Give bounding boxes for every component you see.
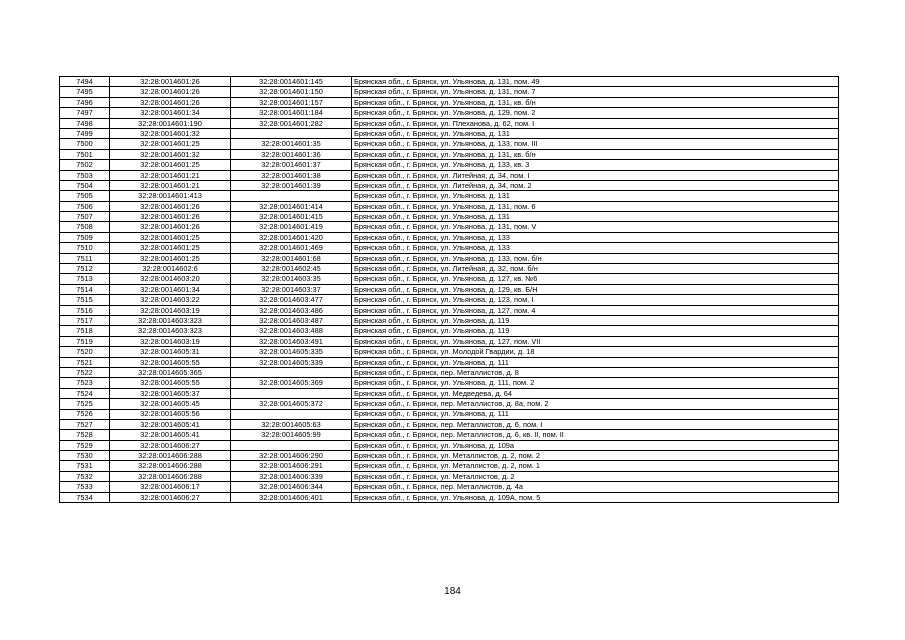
row-number-cell: 7534	[60, 492, 110, 502]
object-cadastral-cell	[231, 440, 352, 450]
address-cell: Брянская обл., г. Брянск, ул. Молодой Гвардии, д. 18	[352, 347, 839, 357]
address-cell: Брянская обл., г. Брянск, ул. Медведева, д. 64	[352, 388, 839, 398]
row-number-cell: 7514	[60, 284, 110, 294]
row-number-cell: 7528	[60, 430, 110, 440]
row-number-cell: 7515	[60, 295, 110, 305]
row-number-cell: 7527	[60, 419, 110, 429]
row-number-cell: 7531	[60, 461, 110, 471]
row-number-cell: 7513	[60, 274, 110, 284]
parcel-cadastral-cell: 32:28:0014601:32	[110, 149, 231, 159]
object-cadastral-cell: 32:28:0014601:36	[231, 149, 352, 159]
row-number-cell: 7530	[60, 451, 110, 461]
address-cell: Брянская обл., г. Брянск, ул. Металлистов, д. 2, пом. 1	[352, 461, 839, 471]
table-row	[60, 97, 839, 107]
object-cadastral-cell: 32:28:0014603:35	[231, 274, 352, 284]
parcel-cadastral-cell: 32:28:0014605:31	[110, 347, 231, 357]
object-cadastral-cell: 32:28:0014601:157	[231, 97, 352, 107]
table-row	[60, 347, 839, 357]
object-cadastral-cell: 32:28:0014606:344	[231, 482, 352, 492]
address-cell: Брянская обл., г. Брянск, ул. Литейная, д. 32, пом. б/н	[352, 264, 839, 274]
parcel-cadastral-cell: 32:28:0014603:323	[110, 326, 231, 336]
address-cell: Брянская обл., г. Брянск, ул. Ульянова, д. 127, пом. 4	[352, 305, 839, 315]
row-number-cell: 7518	[60, 326, 110, 336]
object-cadastral-cell: 32:28:0014603:491	[231, 336, 352, 346]
row-number-cell: 7532	[60, 471, 110, 481]
table-row	[60, 357, 839, 367]
table-row	[60, 212, 839, 222]
address-cell: Брянская обл., г. Брянск, ул. Ульянова, д. 111	[352, 357, 839, 367]
row-number-cell: 7511	[60, 253, 110, 263]
address-cell: Брянская обл., г. Брянск, ул. Ульянова, д. 109А, пом. 5	[352, 492, 839, 502]
row-number-cell: 7505	[60, 191, 110, 201]
object-cadastral-cell: 32:28:0014601:38	[231, 170, 352, 180]
address-cell: Брянская обл., г. Брянск, ул. Ульянова, д. 133, пом. III	[352, 139, 839, 149]
address-cell: Брянская обл., г. Брянск, ул. Ульянова, д. 131, пом. V	[352, 222, 839, 232]
object-cadastral-cell	[231, 128, 352, 138]
row-number-cell: 7509	[60, 232, 110, 242]
parcel-cadastral-cell: 32:28:0014601:413	[110, 191, 231, 201]
parcel-cadastral-cell: 32:28:0014605:37	[110, 388, 231, 398]
table-row	[60, 232, 839, 242]
row-number-cell: 7496	[60, 97, 110, 107]
parcel-cadastral-cell: 32:28:0014605:365	[110, 367, 231, 377]
table-row	[60, 128, 839, 138]
table-row	[60, 419, 839, 429]
parcel-cadastral-cell: 32:28:0014601:34	[110, 284, 231, 294]
object-cadastral-cell: 32:28:0014606:291	[231, 461, 352, 471]
row-number-cell: 7507	[60, 212, 110, 222]
table-row	[60, 367, 839, 377]
row-number-cell: 7529	[60, 440, 110, 450]
table-row	[60, 243, 839, 253]
object-cadastral-cell: 32:28:0014603:487	[231, 315, 352, 325]
row-number-cell: 7498	[60, 118, 110, 128]
parcel-cadastral-cell: 32:28:0014601:26	[110, 77, 231, 87]
address-cell: Брянская обл., г. Брянск, ул. Ульянова, д. 131, кв. б/н	[352, 97, 839, 107]
table-row	[60, 118, 839, 128]
object-cadastral-cell: 32:28:0014603:477	[231, 295, 352, 305]
object-cadastral-cell: 32:28:0014601:145	[231, 77, 352, 87]
address-cell: Брянская обл., г. Брянск, ул. Ульянова, д. 119	[352, 326, 839, 336]
table-row	[60, 305, 839, 315]
object-cadastral-cell	[231, 191, 352, 201]
object-cadastral-cell: 32:28:0014601:68	[231, 253, 352, 263]
address-cell: Брянская обл., г. Брянск, ул. Ульянова, д. 123, пом. I	[352, 295, 839, 305]
parcel-cadastral-cell: 32:28:0014605:55	[110, 357, 231, 367]
table-row	[60, 388, 839, 398]
row-number-cell: 7525	[60, 399, 110, 409]
object-cadastral-cell: 32:28:0014606:290	[231, 451, 352, 461]
object-cadastral-cell: 32:28:0014605:339	[231, 357, 352, 367]
table-row	[60, 274, 839, 284]
parcel-cadastral-cell: 32:28:0014605:55	[110, 378, 231, 388]
table-row	[60, 399, 839, 409]
address-cell: Брянская обл., г. Брянск, ул. Ульянова, д. 129, пом. 2	[352, 108, 839, 118]
table-row	[60, 482, 839, 492]
row-number-cell: 7504	[60, 180, 110, 190]
parcel-cadastral-cell: 32:28:0014606:27	[110, 492, 231, 502]
row-number-cell: 7508	[60, 222, 110, 232]
address-cell: Брянская обл., г. Брянск, ул. Литейная, д. 34, пом. 2	[352, 180, 839, 190]
address-cell: Брянская обл., г. Брянск, ул. Литейная, д. 34, пом. I	[352, 170, 839, 180]
row-number-cell: 7494	[60, 77, 110, 87]
table-row	[60, 409, 839, 419]
object-cadastral-cell: 32:28:0014601:414	[231, 201, 352, 211]
page-number: 184	[444, 586, 461, 597]
row-number-cell: 7526	[60, 409, 110, 419]
object-cadastral-cell: 32:28:0014603:37	[231, 284, 352, 294]
parcel-cadastral-cell: 32:28:0014601:26	[110, 212, 231, 222]
address-cell: Брянская обл., г. Брянск, пер. Металлистов, д. 4а	[352, 482, 839, 492]
parcel-cadastral-cell: 32:28:0014601:25	[110, 232, 231, 242]
address-cell: Брянская обл., г. Брянск, ул. Ульянова, д. 109а	[352, 440, 839, 450]
address-cell: Брянская обл., г. Брянск, ул. Ульянова, д. 131, пом. 6	[352, 201, 839, 211]
object-cadastral-cell: 32:28:0014601:184	[231, 108, 352, 118]
object-cadastral-cell: 32:28:0014605:369	[231, 378, 352, 388]
parcel-cadastral-cell: 32:28:0014603:20	[110, 274, 231, 284]
parcel-cadastral-cell: 32:28:0014601:190	[110, 118, 231, 128]
address-cell: Брянская обл., г. Брянск, ул. Ульянова, д. 111, пом. 2	[352, 378, 839, 388]
object-cadastral-cell: 32:28:0014601:282	[231, 118, 352, 128]
address-cell: Брянская обл., г. Брянск, ул. Ульянова, д. 111	[352, 409, 839, 419]
table-row	[60, 139, 839, 149]
address-cell: Брянская обл., г. Брянск, ул. Ульянова, д. 131	[352, 212, 839, 222]
parcel-cadastral-cell: 32:28:0014603:19	[110, 336, 231, 346]
row-number-cell: 7520	[60, 347, 110, 357]
row-number-cell: 7533	[60, 482, 110, 492]
parcel-cadastral-cell: 32:28:0014605:45	[110, 399, 231, 409]
table-row	[60, 170, 839, 180]
address-cell: Брянская обл., г. Брянск, ул. Плеханова, д. 62, пом. I	[352, 118, 839, 128]
address-cell: Брянская обл., г. Брянск, ул. Ульянова, д. 127, пом. VII	[352, 336, 839, 346]
parcel-cadastral-cell: 32:28:0014605:56	[110, 409, 231, 419]
row-number-cell: 7495	[60, 87, 110, 97]
table-row	[60, 451, 839, 461]
row-number-cell: 7506	[60, 201, 110, 211]
address-cell: Брянская обл., г. Брянск, пер. Металлистов, д. 6, пом. I	[352, 419, 839, 429]
address-cell: Брянская обл., г. Брянск, ул. Металлистов, д. 2	[352, 471, 839, 481]
parcel-cadastral-cell: 32:28:0014601:25	[110, 160, 231, 170]
parcel-cadastral-cell: 32:28:0014603:22	[110, 295, 231, 305]
parcel-cadastral-cell: 32:28:0014601:25	[110, 243, 231, 253]
object-cadastral-cell: 32:28:0014601:469	[231, 243, 352, 253]
parcel-cadastral-cell: 32:28:0014605:41	[110, 419, 231, 429]
table-row	[60, 440, 839, 450]
table-row	[60, 201, 839, 211]
address-cell: Брянская обл., г. Брянск, ул. Ульянова, д. 131, пом. 49	[352, 77, 839, 87]
parcel-cadastral-cell: 32:28:0014601:25	[110, 139, 231, 149]
object-cadastral-cell: 32:28:0014602:45	[231, 264, 352, 274]
row-number-cell: 7497	[60, 108, 110, 118]
row-number-cell: 7499	[60, 128, 110, 138]
table-row	[60, 284, 839, 294]
row-number-cell: 7512	[60, 264, 110, 274]
parcel-cadastral-cell: 32:28:0014606:288	[110, 471, 231, 481]
table-row	[60, 264, 839, 274]
parcel-cadastral-cell: 32:28:0014606:27	[110, 440, 231, 450]
object-cadastral-cell	[231, 367, 352, 377]
table-row	[60, 430, 839, 440]
row-number-cell: 7502	[60, 160, 110, 170]
row-number-cell: 7510	[60, 243, 110, 253]
table-row	[60, 191, 839, 201]
row-number-cell: 7519	[60, 336, 110, 346]
parcel-cadastral-cell: 32:28:0014601:26	[110, 222, 231, 232]
parcel-cadastral-cell: 32:28:0014601:25	[110, 253, 231, 263]
parcel-cadastral-cell: 32:28:0014602:6	[110, 264, 231, 274]
object-cadastral-cell: 32:28:0014605:335	[231, 347, 352, 357]
table-row	[60, 461, 839, 471]
address-cell: Брянская обл., г. Брянск, ул. Ульянова, д. 131	[352, 128, 839, 138]
table-row	[60, 77, 839, 87]
address-cell: Брянская обл., г. Брянск, пер. Металлистов, д. 8	[352, 367, 839, 377]
table-row	[60, 295, 839, 305]
parcel-cadastral-cell: 32:28:0014603:323	[110, 315, 231, 325]
table-row	[60, 315, 839, 325]
address-cell: Брянская обл., г. Брянск, пер. Металлистов, д. 6, кв. II, пом. II	[352, 430, 839, 440]
parcel-cadastral-cell: 32:28:0014601:26	[110, 87, 231, 97]
object-cadastral-cell: 32:28:0014601:150	[231, 87, 352, 97]
parcel-cadastral-cell: 32:28:0014603:19	[110, 305, 231, 315]
parcel-cadastral-cell: 32:28:0014601:26	[110, 97, 231, 107]
parcel-cadastral-cell: 32:28:0014601:32	[110, 128, 231, 138]
row-number-cell: 7501	[60, 149, 110, 159]
parcel-cadastral-cell: 32:28:0014601:34	[110, 108, 231, 118]
table-row	[60, 378, 839, 388]
row-number-cell: 7500	[60, 139, 110, 149]
table-row	[60, 108, 839, 118]
row-number-cell: 7523	[60, 378, 110, 388]
row-number-cell: 7522	[60, 367, 110, 377]
row-number-cell: 7524	[60, 388, 110, 398]
parcel-cadastral-cell: 32:28:0014606:17	[110, 482, 231, 492]
table-row	[60, 149, 839, 159]
table-row	[60, 180, 839, 190]
object-cadastral-cell: 32:28:0014601:420	[231, 232, 352, 242]
parcel-cadastral-cell: 32:28:0014606:288	[110, 451, 231, 461]
object-cadastral-cell: 32:28:0014601:35	[231, 139, 352, 149]
table-row	[60, 87, 839, 97]
parcel-cadastral-cell: 32:28:0014605:41	[110, 430, 231, 440]
address-cell: Брянская обл., г. Брянск, ул. Ульянова, д. 133, пом. б/н	[352, 253, 839, 263]
object-cadastral-cell	[231, 409, 352, 419]
object-cadastral-cell	[231, 388, 352, 398]
address-cell: Брянская обл., г. Брянск, ул. Ульянова, д. 129, кв. Б/Н	[352, 284, 839, 294]
address-cell: Брянская обл., г. Брянск, ул. Ульянова, д. 133	[352, 232, 839, 242]
address-cell: Брянская обл., г. Брянск, ул. Ульянова, д. 133, кв. 3	[352, 160, 839, 170]
address-cell: Брянская обл., г. Брянск, ул. Металлистов, д. 2, пом. 2	[352, 451, 839, 461]
address-cell: Брянская обл., г. Брянск, ул. Ульянова, д. 127, кв. №6	[352, 274, 839, 284]
object-cadastral-cell: 32:28:0014601:37	[231, 160, 352, 170]
parcel-cadastral-cell: 32:28:0014601:26	[110, 201, 231, 211]
object-cadastral-cell: 32:28:0014601:419	[231, 222, 352, 232]
object-cadastral-cell: 32:28:0014603:488	[231, 326, 352, 336]
object-cadastral-cell: 32:28:0014601:39	[231, 180, 352, 190]
object-cadastral-cell: 32:28:0014605:63	[231, 419, 352, 429]
table-row	[60, 222, 839, 232]
table-row	[60, 253, 839, 263]
table-row	[60, 471, 839, 481]
table-row	[60, 336, 839, 346]
parcel-cadastral-cell: 32:28:0014606:288	[110, 461, 231, 471]
parcel-cadastral-cell: 32:28:0014601:21	[110, 180, 231, 190]
object-cadastral-cell: 32:28:0014605:99	[231, 430, 352, 440]
address-cell: Брянская обл., г. Брянск, ул. Ульянова, д. 131, пом. 7	[352, 87, 839, 97]
table-row	[60, 326, 839, 336]
address-cell: Брянская обл., г. Брянск, ул. Ульянова, д. 131, кв. б/н	[352, 149, 839, 159]
table-row	[60, 492, 839, 502]
parcel-cadastral-cell: 32:28:0014601:21	[110, 170, 231, 180]
object-cadastral-cell: 32:28:0014601:415	[231, 212, 352, 222]
object-cadastral-cell: 32:28:0014603:486	[231, 305, 352, 315]
registry-table-body	[60, 77, 839, 503]
address-cell: Брянская обл., г. Брянск, ул. Ульянова, д. 119	[352, 315, 839, 325]
object-cadastral-cell: 32:28:0014606:339	[231, 471, 352, 481]
row-number-cell: 7503	[60, 170, 110, 180]
row-number-cell: 7517	[60, 315, 110, 325]
address-cell: Брянская обл., г. Брянск, ул. Ульянова, д. 131	[352, 191, 839, 201]
address-cell: Брянская обл., г. Брянск, пер. Металлистов, д. 8а, пом. 2	[352, 399, 839, 409]
row-number-cell: 7516	[60, 305, 110, 315]
registry-table	[59, 76, 839, 503]
object-cadastral-cell: 32:28:0014605:372	[231, 399, 352, 409]
address-cell: Брянская обл., г. Брянск, ул. Ульянова, д. 133	[352, 243, 839, 253]
object-cadastral-cell: 32:28:0014606:401	[231, 492, 352, 502]
row-number-cell: 7521	[60, 357, 110, 367]
table-row	[60, 160, 839, 170]
